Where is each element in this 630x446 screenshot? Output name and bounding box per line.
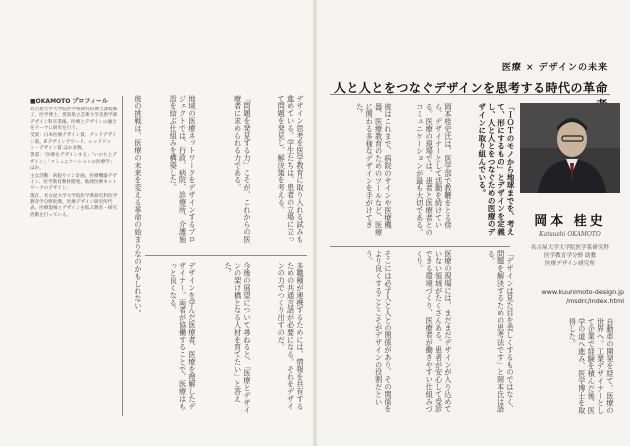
profile-paragraph: 現在、名古屋大学大学院医学系研究科医学教育学分野助教。医療デザイン研究所代表。医療現場とデザインを結ぶ教育・研究活動を行っている。 bbox=[30, 193, 118, 218]
affiliation-line: 医学教育学分野 助教 bbox=[543, 253, 597, 259]
page-gutter bbox=[312, 0, 318, 446]
body-column: 彼の挑戦は、医療の未来を変える革命の始まりなのかもしれない。 bbox=[134, 95, 143, 317]
website-urls bbox=[512, 288, 624, 306]
portrait-photo bbox=[520, 103, 620, 193]
profile-paragraph: 著書：「医療をデザインする」「いのちとデザイン」「コミュニケーションの医療学」ほか。 bbox=[30, 153, 117, 172]
body-column: 岡本桂史氏は、医学部で教鞭をとる傍ら、デザイナーとして活動を続けている。医療の現場では、患者と医療者とのコミュニケーションが最も大切である。 bbox=[415, 103, 453, 237]
body-column: 地域の医療ネットワークをデザインするプロジェクトでは、行政、病院、診療所、介護施設を結ぶ仕組みを構築した。 bbox=[169, 95, 197, 243]
body-column: 医療の現場には、まだまだデザインが入り込めていない領域がたくさんある。患者が安心して受診できる環境づくり、医療者が働きやすい仕組みづくり。 bbox=[415, 250, 453, 413]
body-column: そこには必ず人と人との関係があり、その関係をより良くすることこそがデザインの役割だという。 bbox=[365, 250, 393, 413]
profile-text bbox=[30, 107, 118, 407]
person-name: 岡本 桂史 bbox=[534, 214, 606, 229]
header-divider bbox=[330, 94, 610, 95]
body-column: 彼はこれまで、病院のサインや医療機器、医療教育のためのツールなど、医療に関わる多様なデザインを手がけてきた。 bbox=[355, 103, 393, 237]
profile-paragraph: 受賞：日本医療デザイン賞、グッドデザイン賞、iFデザインアワード、レッドドット・デザイン賞 ほか多数。 bbox=[30, 133, 117, 151]
body-column: 自動車の開発を経て、医療の世界へ。工業デザイナーとして企業で経験を積んだ後、医学の道へ進み、医学博士を取得した。 bbox=[568, 318, 615, 415]
profile-divider bbox=[122, 96, 123, 416]
body-column: 多職種が連携するためには、情報を共有するための共通言語が必要になる。それをデザインの力でつくり出すのだ。 bbox=[277, 262, 305, 410]
profile-paragraph: 主な活動：病院サイン計画、医療機器デザイン、医学教育教材開発、地域医療ネットワークのデザイン。 bbox=[30, 173, 117, 192]
body-column: 「デザインは見た目を美しくするものではなく、問題を解決するための思考法です」と岡本氏は語る。 bbox=[487, 250, 515, 413]
body-column: 「問題を発見する力」こそが、これからの医療者に求められる力である。 bbox=[233, 95, 252, 243]
lead-paragraph: 「ＩＯＴのモノから地球までを、考えて、形にするもの」とデザインを定義し、人と人とをつなぐための医療のデザインに取り組んでいる。 bbox=[477, 103, 515, 236]
article-subtitle: 医療 × デザインの未来 bbox=[501, 63, 608, 73]
person-namecard bbox=[520, 200, 620, 285]
body-column: デザイン思考を医学教育に取り入れる試みも進めている。学生たちは、患者の立場に立って問題を発見し、解決策を考える。 bbox=[277, 95, 305, 243]
profile-label: ■OKAMOTO プロフィール bbox=[30, 98, 108, 105]
affiliation-line: 医療デザイン研究所 bbox=[545, 261, 595, 267]
person-name-romaji: Katsushi OKAMOTO bbox=[539, 231, 601, 238]
band-divider bbox=[330, 246, 510, 247]
person-affiliation bbox=[520, 244, 620, 268]
body-column: 今後の展望について尋ねると、「医療とデザインの架け橋となる人材を育てたい」と答えた。 bbox=[224, 262, 252, 414]
article-title: 人と人とをつなぐデザインを思考する時代の革命 bbox=[333, 81, 608, 95]
left-band-divider bbox=[145, 255, 307, 256]
website-url-path: /msdrc/index.html bbox=[566, 297, 624, 305]
affiliation-line: 名古屋大学大学院医学系研究科 bbox=[530, 245, 610, 251]
body-column: デザインを学んだ医療者、医療を理解したデザイナー。両者が協働することで、医療はもっと良くなる。 bbox=[169, 262, 197, 410]
profile-paragraph: 名古屋大学大学院医学系研究科博士課程修了。医学博士。愛知県立芸術大学美術学部デザイン科卒業後、医療とデザインの融合をテーマに研究を行う。 bbox=[30, 107, 118, 131]
website-url: www.kuunimoto-design.jp bbox=[541, 288, 624, 296]
